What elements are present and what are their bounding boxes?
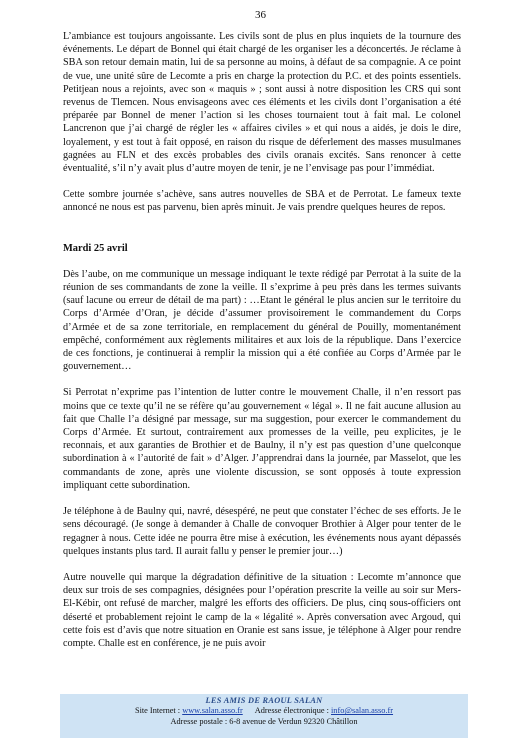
page-number: 36 (255, 9, 266, 21)
footer-title: LES AMIS DE RAOUL SALAN (205, 696, 323, 705)
paragraph: Je téléphone à de Baulny qui, navré, désespéré, ne peut que constater l’échec de ses efforts. Je le sens découragé. (Je songe à demander à Challe de convoquer Brothier à Alger pour tenter de le regagner à nous. Cette idée ne pourra être mise à exécution, les événements nous ayant dépassés quelques instants plus tard. Il aurait fallu y penser le premier jour…) (63, 506, 461, 557)
paragraph: Autre nouvelle qui marque la dégradation définitive de la situation : Lecomte m’annonce que deux sur trois de ses compagnies, désignées pour l’opération prescrite la veille au soir sur Mers-El-Kébir, ont refusé de marcher, malgré les efforts des officiers. De plus, cinq sous-officiers ont déserté et probablement rejoint le camp de la « légalité ». Après conversation avec Argoud, qui cette fois est d’avis que notre situation en Oranie est sans issue, je téléphone à Alger pour rendre compte. Challe est en conférence, je ne puis avoir (63, 571, 461, 649)
paragraph: Si Perrotat n’exprime pas l’intention de lutter contre le mouvement Challe, il n’en ressort pas moins que ce texte qu’il ne se réfère qu’au gouvernement « légal ». Il ne fait aucune allusion au fait que Challe l’a désigné par message, sur ma suggestion, pour exercer le commandement du Corps d’Armée. Et surtout, contrairement aux promesses de la veille, peu explicites, je le reconnais, et aux garanties de Brothier et de Baulny, il n’y est pas question d’une quelconque subordination à « l’autorité de fait » d’Alger. J’apprendrai dans la journée, par Masselot, que les commandants de zone, après une violente discussion, se sont opposés à toute expression impliquant cette subordination. (63, 387, 461, 491)
paragraph: Dès l’aube, on me communique un message indiquant le texte rédigé par Perrotat à la suite de la réunion de ses commandants de zone la veille. Il s’exprime à peu près dans les termes suivants (sauf lacune ou erreur de détail de ma part) : …Etant le général le plus ancien sur le territoire du Corps d’Armée d’Oran, je décide d’assumer provisoirement le commandement du Corps d’Armée et de sa zone territoriale, en remplacement du général de Pouilly, momentanément empêché, conformément aux règlements militaires et aux lois de la république. Dans l’exercice de ces fonctions, je continuerai à remplir la mission qui a été confiée au Corps d’Armée par le gouvernement… (63, 268, 461, 373)
paragraph: L’ambiance est toujours angoissante. Les civils sont de plus en plus inquiets de la tournure des événements. Le départ de Bonnel qui était chargé de les organiser les a déconcertés. Je réclame à SBA son retour demain matin, lui de sa personne au moins, à défaut de sa compagnie. A ce point de vue, une unité sûre de Lecomte a pris en charge la protection du P.C. et des points essentiels. Petitjean nous a rejoints, avec son « maquis » ; sont aussi à notre disposition les CRS qui sont revenus de Tlemcen. Nous envisageons avec ces éléments et les civils dont l’organisation a été préparée par Bonnel de mener l’action si les choses tournaient tout à fait mal. Le colonel Lancrenon que j’ai chargé de régler les « affaires civiles » et qui nous a aidés, je dois le dire, loyalement, y est tout à fait opposé, en raison du risque de déferlement des masses musulmanes gagnées au FLN et des excès probables des civils oranais excités. Sans renoncer à cette éventualité, s’il n’y avait plus d’autre moyen de tenir, je ne l’envisage pas pour l’immédiat. (63, 31, 461, 175)
email-link[interactable]: info@salan.asso.fr (331, 706, 394, 716)
site-link[interactable]: www.salan.asso.fr (182, 706, 243, 716)
page-footer (60, 694, 468, 738)
postal-address: Adresse postale : 6-8 avenue de Verdun 92320 Châtillon (170, 716, 358, 726)
document-body (63, 30, 461, 663)
section-heading: Mardi 25 avril (63, 242, 128, 254)
site-label: Site Internet : (134, 706, 181, 716)
paragraph: Cette sombre journée s’achève, sans autres nouvelles de SBA et de Perrotat. Le fameux texte annoncé ne nous est pas parvenu, bien après minuit. Je vais prendre quelques heures de repos. (63, 189, 461, 214)
section-spacer (63, 228, 461, 242)
footer-contact-line (60, 706, 468, 716)
email-label: Adresse électronique : (254, 706, 329, 716)
